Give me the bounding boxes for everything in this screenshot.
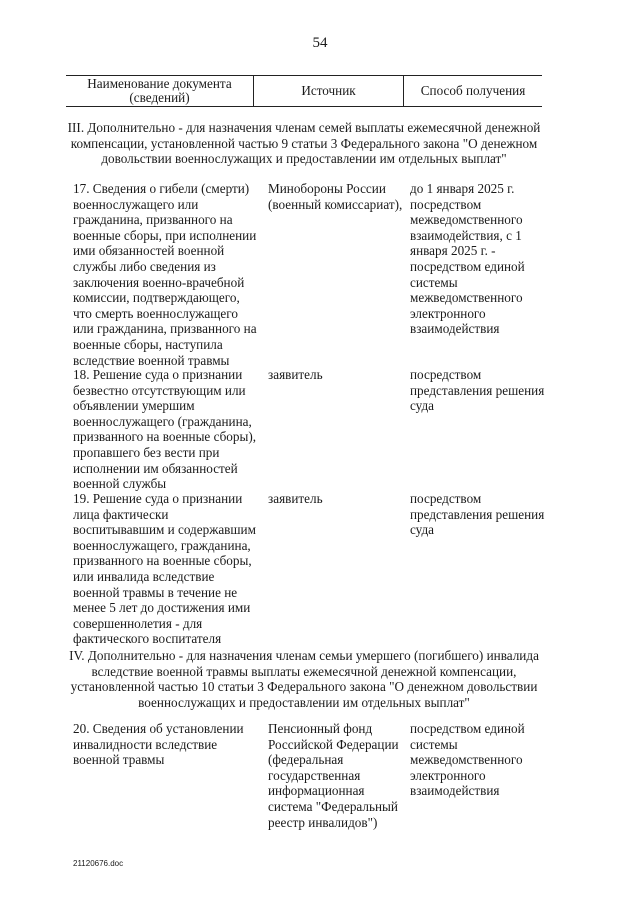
row-18-method: посредством представления решения суда	[410, 367, 545, 414]
header-source	[254, 76, 404, 106]
row-20-method: посредством единой системы межведомственного электронного взаимодействия	[410, 721, 525, 799]
table-header	[66, 75, 542, 107]
header-method	[404, 76, 542, 106]
row-20-source: Пенсионный фонд Российской Федерации (федеральная государственная информационная система "Федеральный реестр инвалидов")	[268, 721, 399, 830]
row-19-source: заявитель	[268, 491, 323, 506]
header-document-name	[66, 76, 254, 106]
row-20-document: 20. Сведения об установлении инвалидности вследствие военной травмы	[73, 721, 244, 768]
footer-filename: 21120676.doc	[73, 859, 124, 868]
header-source-label: Источник	[301, 83, 356, 99]
section-3-heading: III. Дополнительно - для назначения членам семей выплаты ежемесячной денежной компенсации, установленной частью 9 статьи 3 Федерального закона "О денежном довольствии военнослужащих и предоставлении им отдельных выплат"	[67, 120, 541, 167]
header-method-label: Способ получения	[420, 83, 526, 99]
row-18-source: заявитель	[268, 367, 323, 382]
row-19-method: посредством представления решения суда	[410, 491, 545, 538]
row-17-method: до 1 января 2025 г. посредством межведомственного взаимодействия, с 1 января 2025 г. - посредством единой системы межведомственного электронного взаимодействия	[410, 181, 525, 337]
page-number: 54	[312, 35, 328, 51]
row-17-document: 17. Сведения о гибели (смерти) военнослужащего или гражданина, призванного на военные сборы, при исполнении ими обязанностей военной службы либо сведения из заключения военно-врачебной комиссии, подтверждающего, что смерть военнослужащего или гражданина, призванного на военные сборы, наступила вследствие военной травмы	[73, 181, 257, 368]
header-document-name-label: Наименование документа (сведений)	[87, 76, 232, 105]
section-4-heading: IV. Дополнительно - для назначения членам семьи умершего (погибшего) инвалида вследствие военной травмы выплаты ежемесячной денежной компенсации, установленной частью 10 статьи 3 Федерального закона "О денежном довольствии военнослужащих и предоставлении им отдельных выплат"	[69, 648, 539, 710]
row-17-source: Минобороны России (военный комиссариат),	[268, 181, 403, 212]
row-18-document: 18. Решение суда о признании безвестно отсутствующим или объявлении умершим военнослужащего (гражданина, призванного на военные сборы), пропавшего без вести при исполнении им обязанностей военной службы	[73, 367, 257, 492]
row-19-document: 19. Решение суда о признании лица фактически воспитывавшим и содержавшим военнослужащего, гражданина, призванного на военные сборы, или инвалида вследствие военной травмы в течение не менее 5 лет до достижения ими совершеннолетия - для фактического воспитателя	[73, 491, 256, 647]
